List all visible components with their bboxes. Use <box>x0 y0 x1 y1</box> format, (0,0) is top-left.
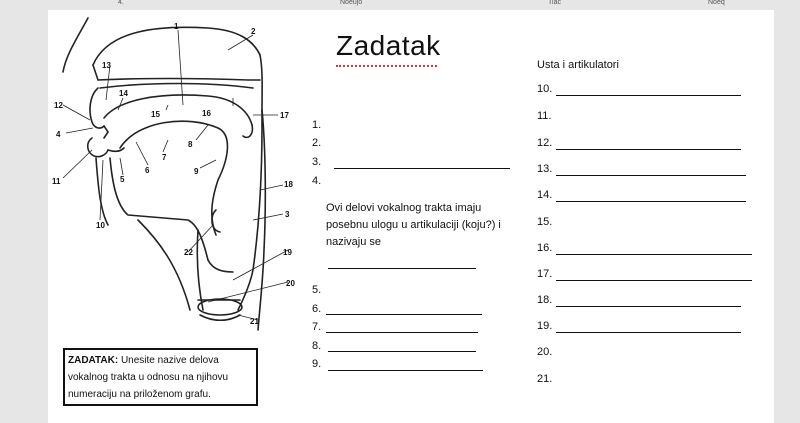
diagram-label: 17 <box>280 111 289 120</box>
list-item-number: 19. <box>537 320 553 332</box>
ruler-mark: Noeujo <box>340 0 363 6</box>
diagram-label: 3 <box>285 210 290 219</box>
diagram-label: 18 <box>284 180 293 189</box>
top-ruler-strip <box>0 0 800 10</box>
list-item-number: 1. <box>312 119 322 131</box>
list-item-number: 12. <box>537 137 553 149</box>
answer-line-3[interactable] <box>334 168 510 169</box>
spellcheck-underline <box>336 65 437 67</box>
diagram-label: 9 <box>194 167 199 176</box>
list-item-number: 20. <box>537 346 553 358</box>
ruler-mark: Tiac <box>548 0 561 6</box>
answer-line-paragraph[interactable] <box>328 268 476 269</box>
list-item-number: 5. <box>312 284 322 296</box>
nose-outline <box>63 18 88 72</box>
right-column-header: Usta i artikulatori <box>537 59 619 71</box>
diagram-label: 14 <box>119 89 128 98</box>
answer-line-17[interactable] <box>556 280 752 281</box>
list-item-number: 18. <box>537 294 553 306</box>
diagram-label: 15 <box>151 110 160 119</box>
answer-line-14[interactable] <box>556 201 746 202</box>
list-item-number: 6. <box>312 303 322 315</box>
diagram-label: 6 <box>145 166 150 175</box>
answer-line-9[interactable] <box>328 370 483 371</box>
list-item-number: 21. <box>537 373 553 385</box>
diagram-label: 5 <box>120 175 125 184</box>
diagram-label: 13 <box>102 61 111 70</box>
list-item-number: 3. <box>312 156 322 168</box>
answer-line-6[interactable] <box>326 314 482 315</box>
ruler-mark: 4. <box>118 0 124 6</box>
diagram-label: 20 <box>286 279 295 288</box>
answer-line-10[interactable] <box>556 95 741 96</box>
answer-line-19[interactable] <box>556 332 741 333</box>
list-item-number: 9. <box>312 358 322 370</box>
task-text: Unesite nazive delova vokalnog trakta u odnosu na njihovu numeraciju na priloženom grafu. <box>68 355 229 400</box>
list-item-number: 14. <box>537 189 553 201</box>
task-instruction-box <box>63 348 258 406</box>
diagram-label: 1 <box>174 22 179 31</box>
task-heading: ZADATAK: <box>68 355 119 366</box>
vocal-tract-diagram <box>48 10 308 345</box>
document-page <box>48 10 774 423</box>
list-item-number: 7. <box>312 321 322 333</box>
diagram-label: 12 <box>54 101 63 110</box>
diagram-label: 11 <box>52 177 61 186</box>
answer-line-16[interactable] <box>556 254 752 255</box>
diagram-label: 4 <box>56 130 61 139</box>
answer-line-8[interactable] <box>328 351 476 352</box>
diagram-label: 19 <box>283 248 292 257</box>
diagram-label: 22 <box>184 248 193 257</box>
page-title: Zadatak <box>336 30 441 61</box>
list-item-number: 17. <box>537 268 553 280</box>
list-item-number: 10. <box>537 83 553 95</box>
list-item-number: 8. <box>312 340 322 352</box>
answer-line-7[interactable] <box>326 332 478 333</box>
diagram-label: 7 <box>162 153 167 162</box>
answer-line-12[interactable] <box>556 149 741 150</box>
instruction-paragraph: Ovi delovi vokalnog trakta imaju posebnu ulogu u artikulaciji (koju?) i nazivaju se <box>326 202 501 248</box>
ruler-mark: Noeq <box>708 0 725 6</box>
diagram-label: 16 <box>202 109 211 118</box>
list-item-number: 4. <box>312 175 322 187</box>
answer-line-13[interactable] <box>556 175 746 176</box>
diagram-label: 8 <box>188 140 193 149</box>
diagram-label: 21 <box>250 317 259 326</box>
list-item-number: 11. <box>537 110 552 122</box>
diagram-label: 10 <box>96 221 105 230</box>
list-item-number: 15. <box>537 216 553 228</box>
list-item-number: 2. <box>312 137 322 149</box>
list-item-number: 16. <box>537 242 553 254</box>
diagram-label: 2 <box>251 27 256 36</box>
answer-line-18[interactable] <box>556 306 741 307</box>
list-item-number: 13. <box>537 163 553 175</box>
